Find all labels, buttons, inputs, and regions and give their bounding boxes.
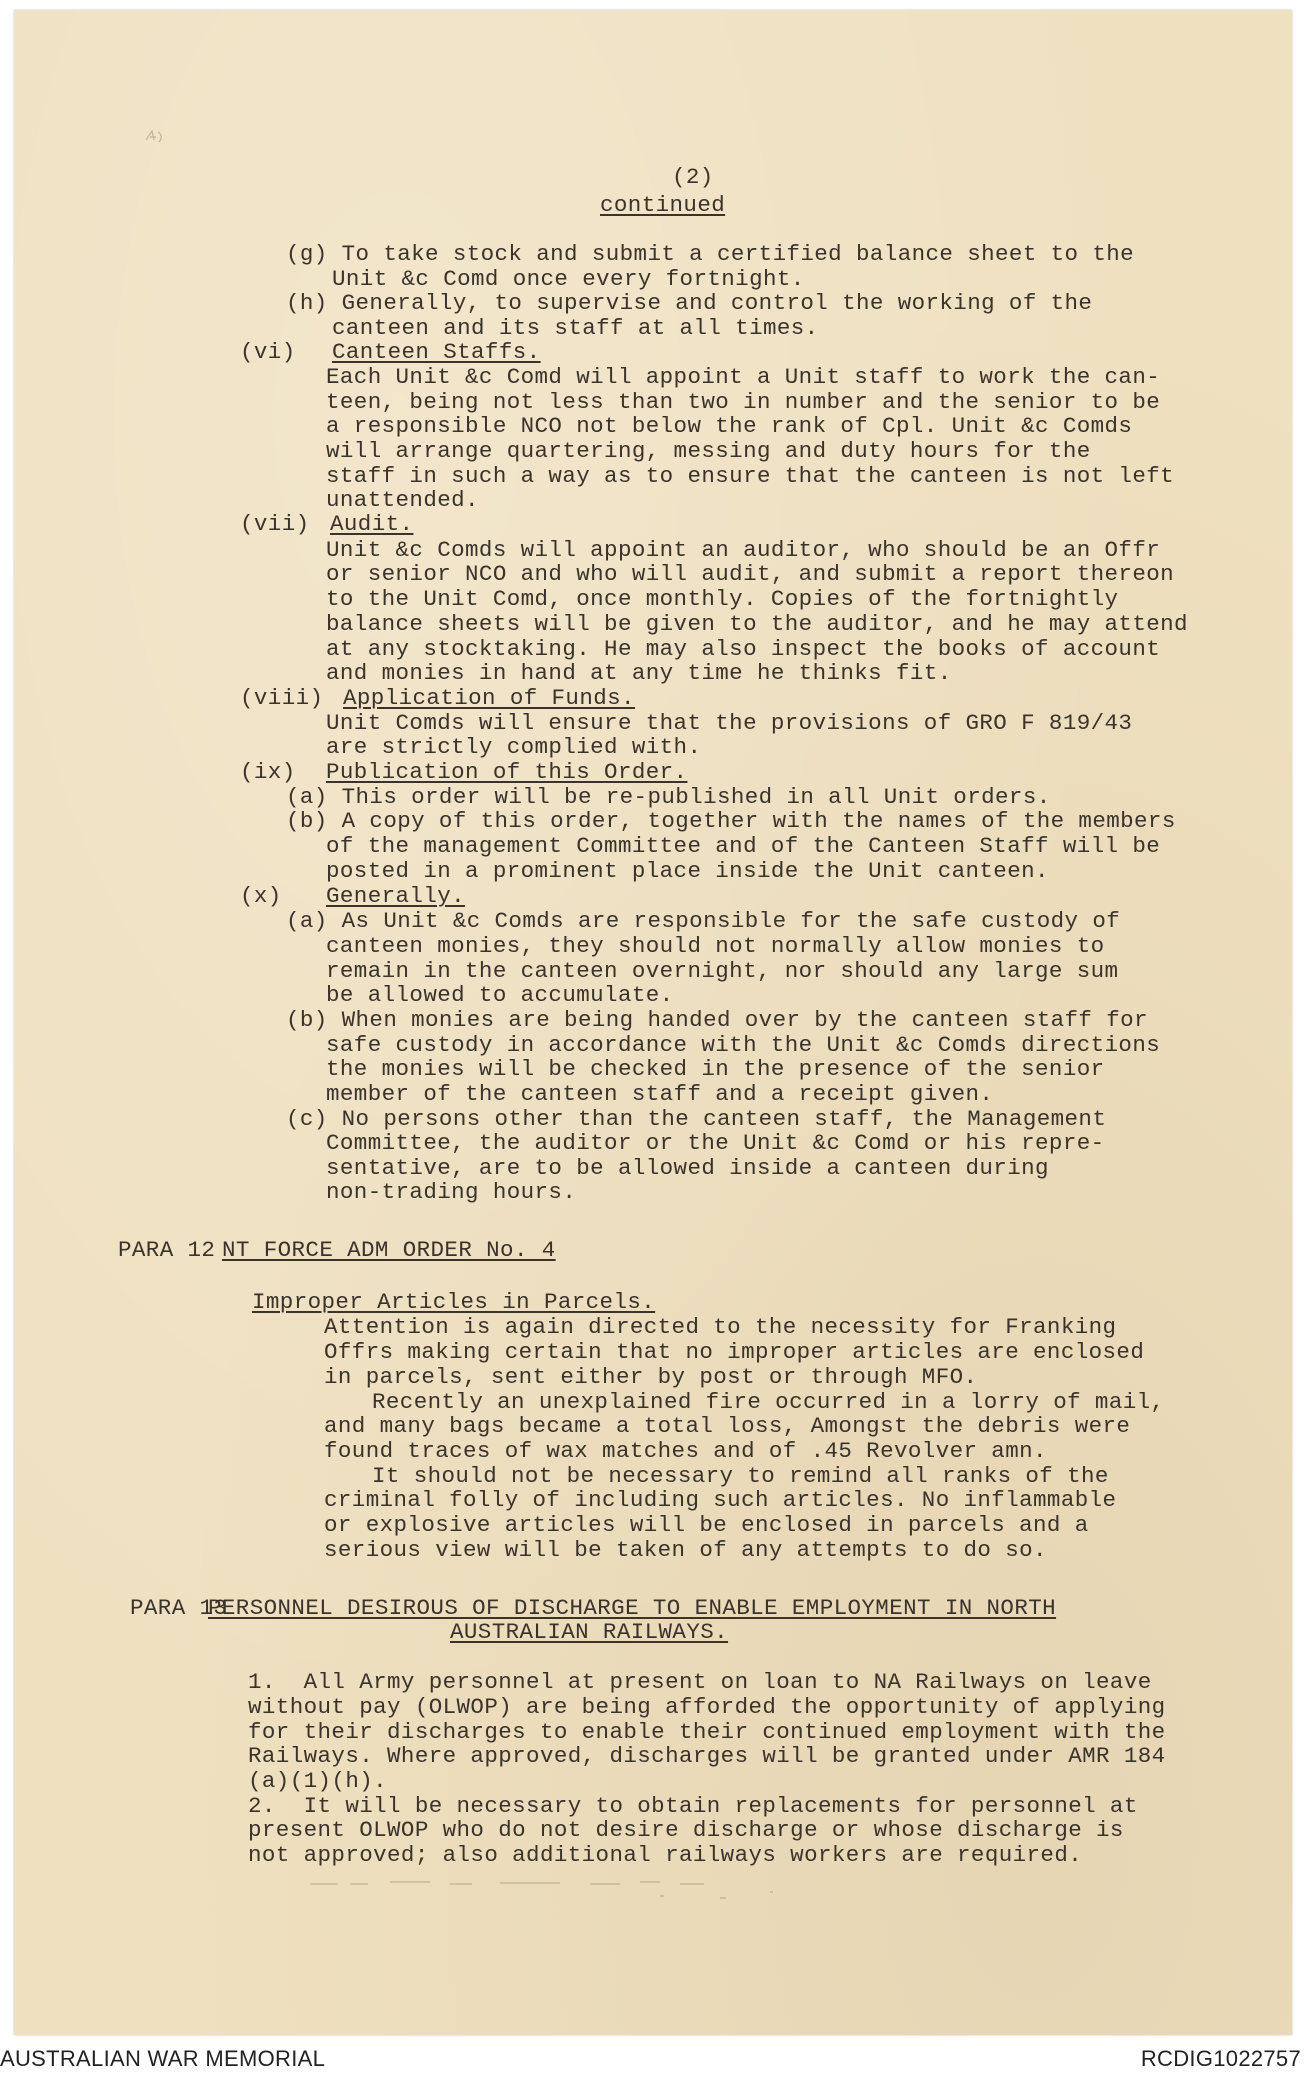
text-line: sentative, are to be allowed inside a canteen during bbox=[326, 1155, 1049, 1181]
text-line: and many bags became a total loss, Amongst the debris were bbox=[324, 1413, 1131, 1439]
text-line: criminal folly of including such articles. No inflammable bbox=[324, 1487, 1117, 1513]
section-heading: Generally. bbox=[326, 883, 466, 909]
text-line: member of the canteen staff and a receipt given. bbox=[326, 1081, 994, 1107]
text-line: 2. It will be necessary to obtain replacements for personnel at bbox=[248, 1793, 1138, 1819]
text-line: 1. All Army personnel at present on loan to NA Railways on leave bbox=[248, 1669, 1152, 1695]
text-line: It should not be necessary to remind all ranks of the bbox=[372, 1463, 1109, 1489]
text-line: at any stocktaking. He may also inspect the books of account bbox=[326, 636, 1161, 662]
text-line: (a) This order will be re-published in all Unit orders. bbox=[286, 784, 1051, 810]
text-line: for their discharges to enable their continued employment with the bbox=[248, 1719, 1166, 1745]
section-heading: Application of Funds. bbox=[343, 685, 635, 711]
text-line: Unit &c Comds will appoint an auditor, who should be an Offr bbox=[326, 537, 1161, 563]
bleed-through-marks bbox=[300, 1872, 820, 1902]
text-line: in parcels, sent either by post or through MFO. bbox=[324, 1364, 978, 1390]
section-number: (ix) bbox=[240, 759, 296, 785]
text-line: Unit Comds will ensure that the provisions of GRO F 819/43 bbox=[326, 710, 1133, 736]
text-line: posted in a prominent place inside the Unit canteen. bbox=[326, 858, 1049, 884]
text-line: present OLWOP who do not desire discharge or whose discharge is bbox=[248, 1817, 1124, 1843]
para-heading: PERSONNEL DESIROUS OF DISCHARGE TO ENABLE EMPLOYMENT IN NORTH bbox=[208, 1595, 1057, 1621]
text-line: (b) A copy of this order, together with the names of the members bbox=[286, 808, 1176, 834]
text-line: staff in such a way as to ensure that the canteen is not left bbox=[326, 463, 1175, 489]
text-line: Unit &c Comd once every fortnight. bbox=[332, 266, 805, 292]
section-number: (vii) bbox=[240, 511, 310, 537]
footer-left: AUSTRALIAN WAR MEMORIAL bbox=[0, 2046, 326, 2071]
text-line: Attention is again directed to the necessity for Franking bbox=[324, 1314, 1117, 1340]
text-line: or explosive articles will be enclosed in parcels and a bbox=[324, 1512, 1089, 1538]
text-line: will arrange quartering, messing and duty hours for the bbox=[326, 438, 1091, 464]
section-number: (vi) bbox=[240, 339, 296, 365]
text-line: found traces of wax matches and of .45 Revolver amn. bbox=[324, 1438, 1047, 1464]
text-line: without pay (OLWOP) are being afforded the opportunity of applying bbox=[248, 1694, 1166, 1720]
para-number: PARA 12 bbox=[118, 1237, 216, 1263]
text-line: canteen monies, they should not normally allow monies to bbox=[326, 933, 1105, 959]
text-line: (a)(1)(h). bbox=[248, 1768, 388, 1794]
section-heading: Publication of this Order. bbox=[326, 759, 688, 785]
para-heading-continued: AUSTRALIAN RAILWAYS. bbox=[450, 1619, 729, 1645]
text-line: and monies in hand at any time he thinks fit. bbox=[326, 660, 952, 686]
text-line: serious view will be taken of any attempts to do so. bbox=[324, 1537, 1047, 1563]
text-line: be allowed to accumulate. bbox=[326, 982, 674, 1008]
text-line: remain in the canteen overnight, nor should any large sum bbox=[326, 958, 1119, 984]
text-line: or senior NCO and who will audit, and submit a report thereon bbox=[326, 561, 1175, 587]
text-line: canteen and its staff at all times. bbox=[332, 315, 819, 341]
text-line: (b) When monies are being handed over by the canteen staff for bbox=[286, 1007, 1148, 1033]
subject-heading: Improper Articles in Parcels. bbox=[252, 1289, 656, 1315]
pencil-mark bbox=[144, 128, 166, 144]
continued-heading: continued bbox=[600, 192, 726, 218]
page-number: (2) bbox=[672, 164, 714, 190]
text-line: Railways. Where approved, discharges will be granted under AMR 184 bbox=[248, 1743, 1166, 1769]
text-line: Each Unit &c Comd will appoint a Unit staff to work the can- bbox=[326, 364, 1161, 390]
text-line: a responsible NCO not below the rank of Cpl. Unit &c Comds bbox=[326, 413, 1133, 439]
text-line: the monies will be checked in the presence of the senior bbox=[326, 1056, 1105, 1082]
text-line: balance sheets will be given to the auditor, and he may attend bbox=[326, 611, 1188, 637]
section-heading: Canteen Staffs. bbox=[332, 339, 541, 365]
text-line: not approved; also additional railways workers are required. bbox=[248, 1842, 1083, 1868]
para-heading: NT FORCE ADM ORDER No. 4 bbox=[222, 1237, 556, 1263]
text-line: are strictly complied with. bbox=[326, 734, 702, 760]
text-line: Offrs making certain that no improper articles are enclosed bbox=[324, 1339, 1145, 1365]
text-line: non-trading hours. bbox=[326, 1179, 577, 1205]
section-number: (x) bbox=[240, 883, 282, 909]
section-heading: Audit. bbox=[330, 511, 414, 537]
text-line: (g) To take stock and submit a certified balance sheet to the bbox=[286, 241, 1135, 267]
text-line: Committee, the auditor or the Unit &c Comd or his repre- bbox=[326, 1130, 1105, 1156]
text-line: teen, being not less than two in number and the senior to be bbox=[326, 389, 1161, 415]
text-line: (a) As Unit &c Comds are responsible for the safe custody of bbox=[286, 908, 1121, 934]
text-line: Recently an unexplained fire occurred in a lorry of mail, bbox=[372, 1389, 1165, 1415]
text-line: unattended. bbox=[326, 487, 479, 513]
section-number: (viii) bbox=[240, 685, 324, 711]
text-line: (c) No persons other than the canteen staff, the Management bbox=[286, 1106, 1107, 1132]
text-line: to the Unit Comd, once monthly. Copies of the fortnightly bbox=[326, 586, 1119, 612]
text-line: safe custody in accordance with the Unit &c Comds directions bbox=[326, 1032, 1161, 1058]
text-line: of the management Committee and of the Canteen Staff will be bbox=[326, 833, 1161, 859]
text-line: (h) Generally, to supervise and control the working of the bbox=[286, 290, 1093, 316]
para-number: PARA 13 bbox=[130, 1595, 228, 1621]
footer-right: RCDIG1022757 bbox=[1140, 2046, 1301, 2071]
